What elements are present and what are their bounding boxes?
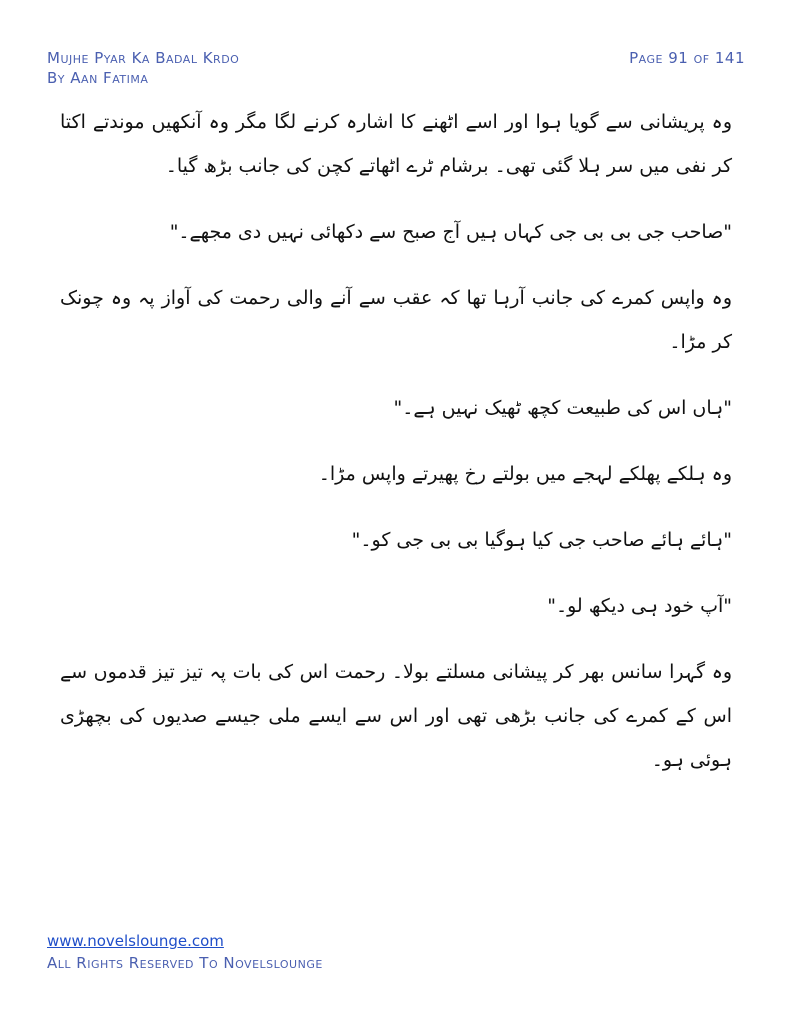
book-title: Mujhe Pyar Ka Badal Krdo <box>47 49 240 67</box>
page-header <box>47 48 745 88</box>
paragraph: وہ واپس کمرے کی جانب آرہا تھا کہ عقب سے آنے والی رحمت کی آواز پہ وہ چونک کر مڑا۔ <box>60 287 732 353</box>
copyright-notice: All Rights Reserved To Novelslounge <box>47 954 323 972</box>
paragraph: وہ ہلکے پھلکے لہجے میں بولتے رخ پھیرتے واپس مڑا۔ <box>318 463 732 485</box>
story-text <box>60 100 732 804</box>
paragraph: وہ گہرا سانس بھر کر پیشانی مسلتے بولا۔ رحمت اس کی بات پہ تیز تیز قدموں سے اس کے کمرے کی جانب بڑھی تھی اور اس سے ایسے ملی جیسے صدیوں کی بچھڑی ہوئی ہو۔ <box>60 661 732 771</box>
page-number: Page 91 of 141 <box>629 49 745 67</box>
paragraph: وہ پریشانی سے گویا ہوا اور اسے اٹھنے کا اشارہ کرنے لگا مگر وہ آنکھیں موندتے اکتا کر نفی میں سر ہلا گئی تھی۔ برشام ٹرے اٹھاتے کچن کی جانب بڑھ گیا۔ <box>60 111 732 177</box>
paragraph: "آپ خود ہی دیکھ لو۔" <box>547 595 732 617</box>
paragraph: "ہائے ہائے صاحب جی کیا ہوگیا بی بی جی کو۔" <box>351 529 732 551</box>
paragraph: "ہاں اس کی طبیعت کچھ ٹھیک نہیں ہے۔" <box>393 397 732 419</box>
website-link[interactable]: www.novelslounge.com <box>47 932 224 950</box>
book-author: By Aan Fatima <box>47 69 149 87</box>
page-footer <box>47 930 745 974</box>
paragraph: "صاحب جی بی بی جی کہاں ہیں آج صبح سے دکھائی نہیں دی مجھے۔" <box>169 221 732 243</box>
